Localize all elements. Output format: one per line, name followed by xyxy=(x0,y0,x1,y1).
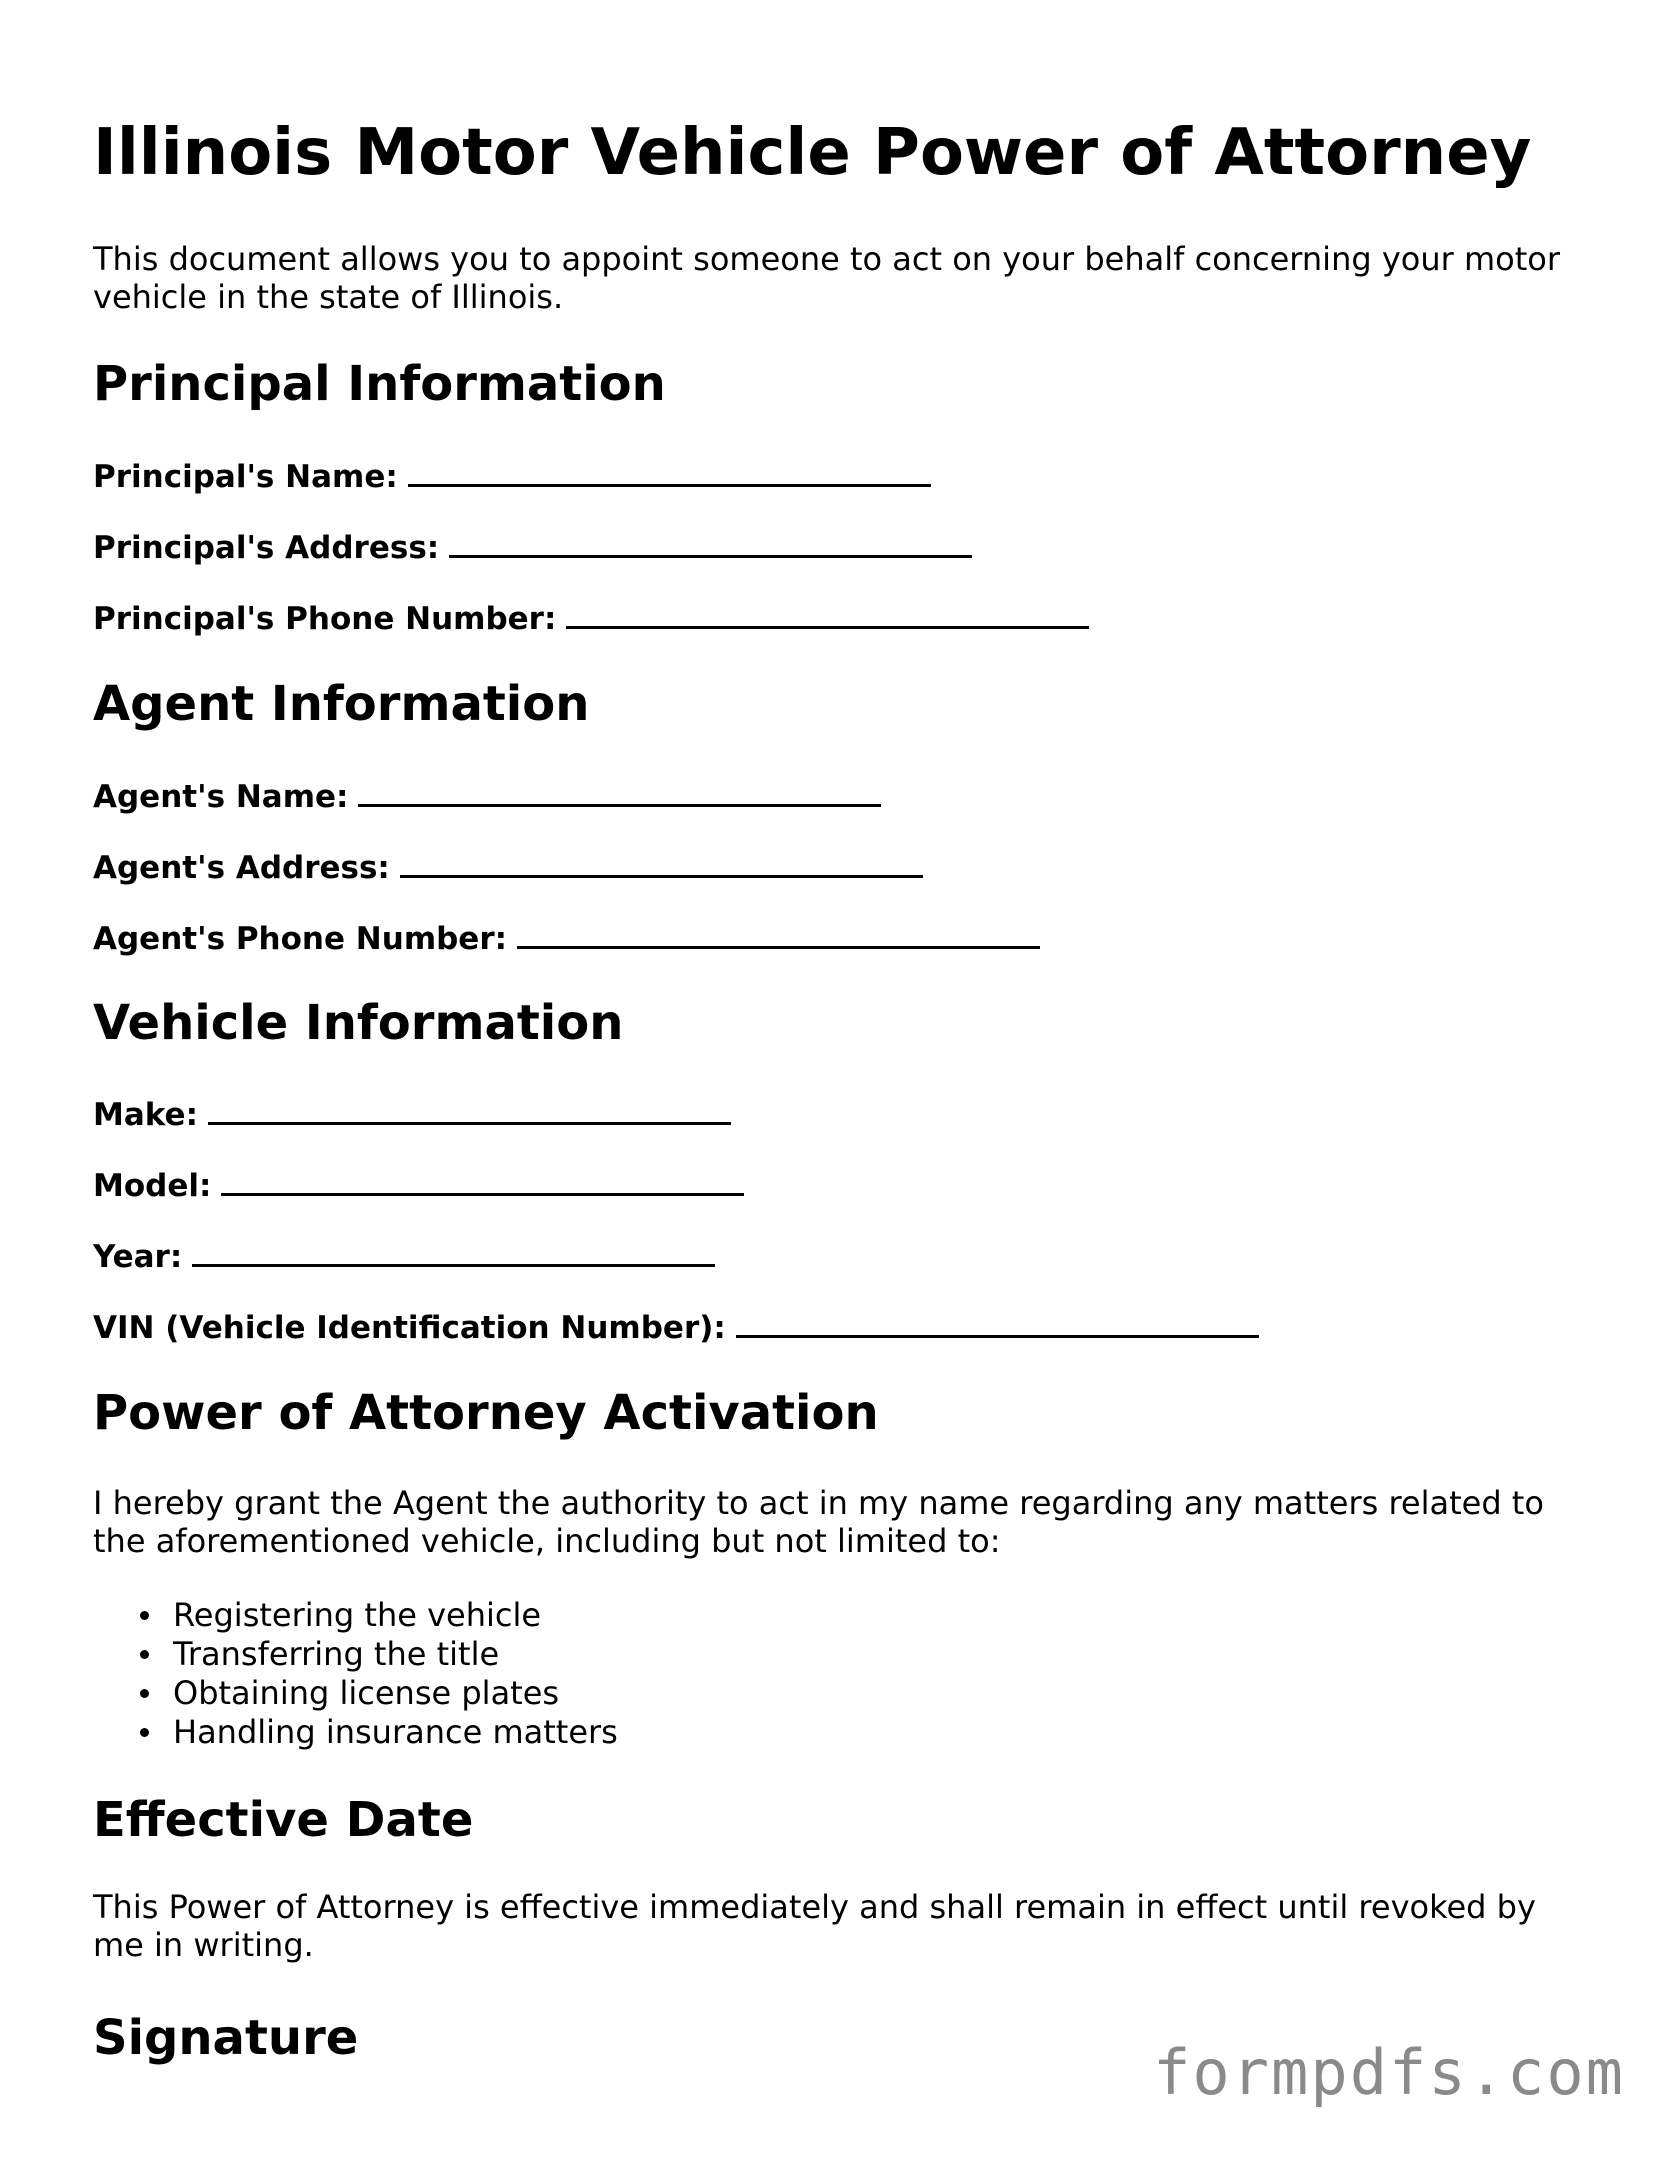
principal-address-label: Principal's Address: xyxy=(93,530,440,566)
power-text: Registering the vehicle xyxy=(173,1596,542,1634)
principal-address-line[interactable] xyxy=(449,527,972,558)
principal-phone-field[interactable] xyxy=(93,598,1089,638)
principal-phone-line[interactable] xyxy=(566,598,1089,629)
vehicle-vin-line[interactable] xyxy=(736,1307,1259,1338)
effective-heading: Effective Date xyxy=(93,1792,474,1848)
document-title: Illinois Motor Vehicle Power of Attorney xyxy=(93,116,1532,190)
signature-heading: Signature xyxy=(93,2010,359,2066)
principal-name-line[interactable] xyxy=(408,456,931,487)
agent-name-label: Agent's Name: xyxy=(93,779,349,815)
agent-phone-field[interactable] xyxy=(93,918,1040,958)
vehicle-year-field[interactable] xyxy=(93,1236,715,1276)
agent-phone-label: Agent's Phone Number: xyxy=(93,921,508,957)
vehicle-model-line[interactable] xyxy=(221,1165,744,1196)
bullet-icon xyxy=(140,1689,149,1698)
agent-address-line[interactable] xyxy=(400,847,923,878)
vehicle-year-line[interactable] xyxy=(192,1236,715,1267)
list-item xyxy=(173,1635,618,1674)
vehicle-make-label: Make: xyxy=(93,1097,198,1133)
watermark: formpdfs.com xyxy=(1153,2036,1625,2109)
vehicle-make-field[interactable] xyxy=(93,1094,731,1134)
vehicle-vin-label: VIN (Vehicle Identification Number): xyxy=(93,1310,726,1346)
vehicle-vin-field[interactable] xyxy=(93,1307,1259,1347)
agent-address-label: Agent's Address: xyxy=(93,850,390,886)
principal-address-field[interactable] xyxy=(93,527,972,567)
bullet-icon xyxy=(140,1650,149,1659)
agent-address-field[interactable] xyxy=(93,847,923,887)
agent-name-line[interactable] xyxy=(358,776,881,807)
activation-heading: Power of Attorney Activation xyxy=(93,1385,879,1441)
agent-heading: Agent Information xyxy=(93,676,590,732)
agent-name-field[interactable] xyxy=(93,776,881,816)
vehicle-model-field[interactable] xyxy=(93,1165,744,1205)
principal-phone-label: Principal's Phone Number: xyxy=(93,601,557,637)
principal-heading: Principal Information xyxy=(93,356,666,412)
power-text: Handling insurance matters xyxy=(173,1713,618,1751)
bullet-icon xyxy=(140,1728,149,1737)
intro-text: This document allows you to appoint someone to act on your behalf concerning your motor vehicle in the state of Illinois. xyxy=(93,240,1560,316)
list-item xyxy=(173,1674,618,1713)
vehicle-make-line[interactable] xyxy=(208,1094,731,1125)
vehicle-year-label: Year: xyxy=(93,1239,183,1275)
agent-phone-line[interactable] xyxy=(517,918,1040,949)
list-item xyxy=(173,1596,618,1635)
principal-name-label: Principal's Name: xyxy=(93,459,398,495)
principal-name-field[interactable] xyxy=(93,456,931,496)
bullet-icon xyxy=(140,1611,149,1620)
activation-text: I hereby grant the Agent the authority to act in my name regarding any matters related to the aforementioned vehicle, including but not limited to: xyxy=(93,1484,1544,1560)
effective-text: This Power of Attorney is effective immediately and shall remain in effect until revoked by me in writing. xyxy=(93,1888,1536,1964)
power-text: Transferring the title xyxy=(173,1635,500,1673)
power-text: Obtaining license plates xyxy=(173,1674,560,1712)
vehicle-model-label: Model: xyxy=(93,1168,212,1204)
list-item xyxy=(173,1713,618,1752)
powers-list xyxy=(93,1596,618,1752)
vehicle-heading: Vehicle Information xyxy=(93,995,624,1051)
